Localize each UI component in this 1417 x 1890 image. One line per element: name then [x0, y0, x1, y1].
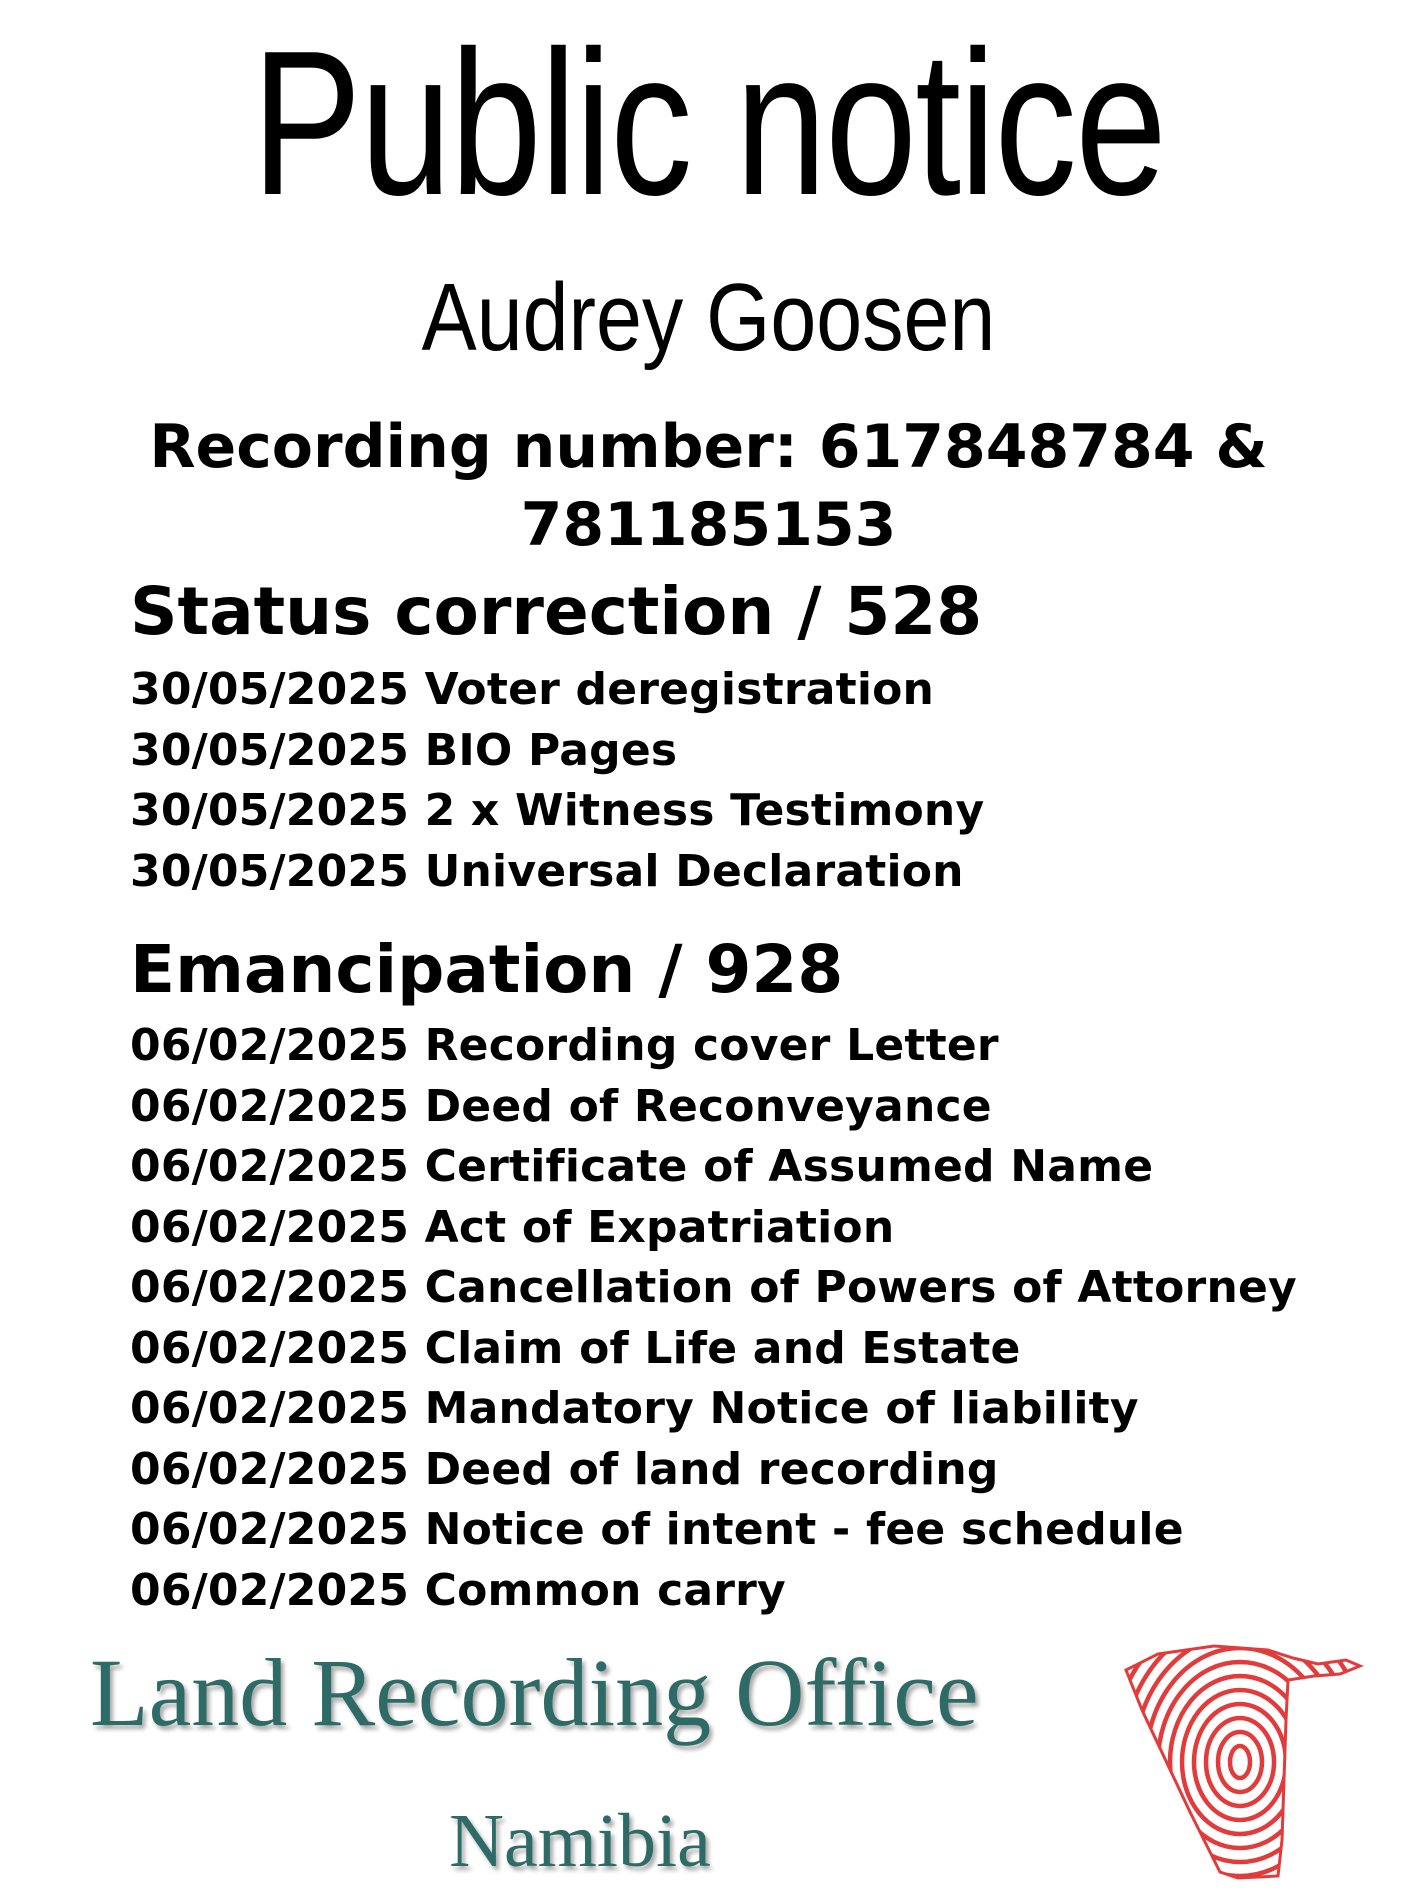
- status-correction-section: [130, 572, 984, 902]
- list-item: 06/02/2025 Notice of intent - fee schedule: [130, 1504, 1184, 1555]
- office-logo-text: [90, 1638, 1070, 1886]
- office-name: Land Recording Office: [90, 1639, 979, 1746]
- office-country: Namibia: [449, 1799, 711, 1883]
- list-item: 06/02/2025 Recording cover Letter: [130, 1020, 999, 1071]
- list-item: 06/02/2025 Deed of Reconveyance: [130, 1080, 992, 1132]
- document-list: [130, 660, 984, 902]
- recording-number-line-1: Recording number: 617848784 &: [149, 412, 1268, 482]
- list-item: 30/05/2025 2 x Witness Testimony: [130, 785, 985, 836]
- section-title: Emancipation / 928: [130, 931, 844, 1008]
- list-item: 06/02/2025 Cancellation of Powers of Attorney: [130, 1262, 1297, 1313]
- list-item: 06/02/2025 Certificate of Assumed Name: [130, 1141, 1154, 1192]
- list-item: 06/02/2025 Claim of Life and Estate: [130, 1322, 1021, 1374]
- namibia-map-fingerprint-icon: [1118, 1640, 1364, 1880]
- person-name: Audrey Goosen: [421, 264, 996, 371]
- list-item: 06/02/2025 Mandatory Notice of liability: [130, 1383, 1139, 1434]
- list-item: 06/02/2025 Deed of land recording: [130, 1443, 999, 1495]
- section-title: Status correction / 528: [130, 573, 983, 650]
- emancipation-section: [130, 930, 1297, 1621]
- list-item: 06/02/2025 Act of Expatriation: [130, 1201, 895, 1253]
- recording-number-line-2: 781185153: [520, 490, 897, 560]
- list-item: 06/02/2025 Common carry: [130, 1564, 786, 1616]
- list-item: 30/05/2025 BIO Pages: [130, 724, 678, 776]
- recording-number: [0, 408, 1417, 564]
- document-list: [130, 1016, 1297, 1621]
- list-item: 30/05/2025 Universal Declaration: [130, 845, 964, 897]
- notice-title: Public notice: [251, 8, 1166, 238]
- list-item: 30/05/2025 Voter deregistration: [130, 664, 935, 715]
